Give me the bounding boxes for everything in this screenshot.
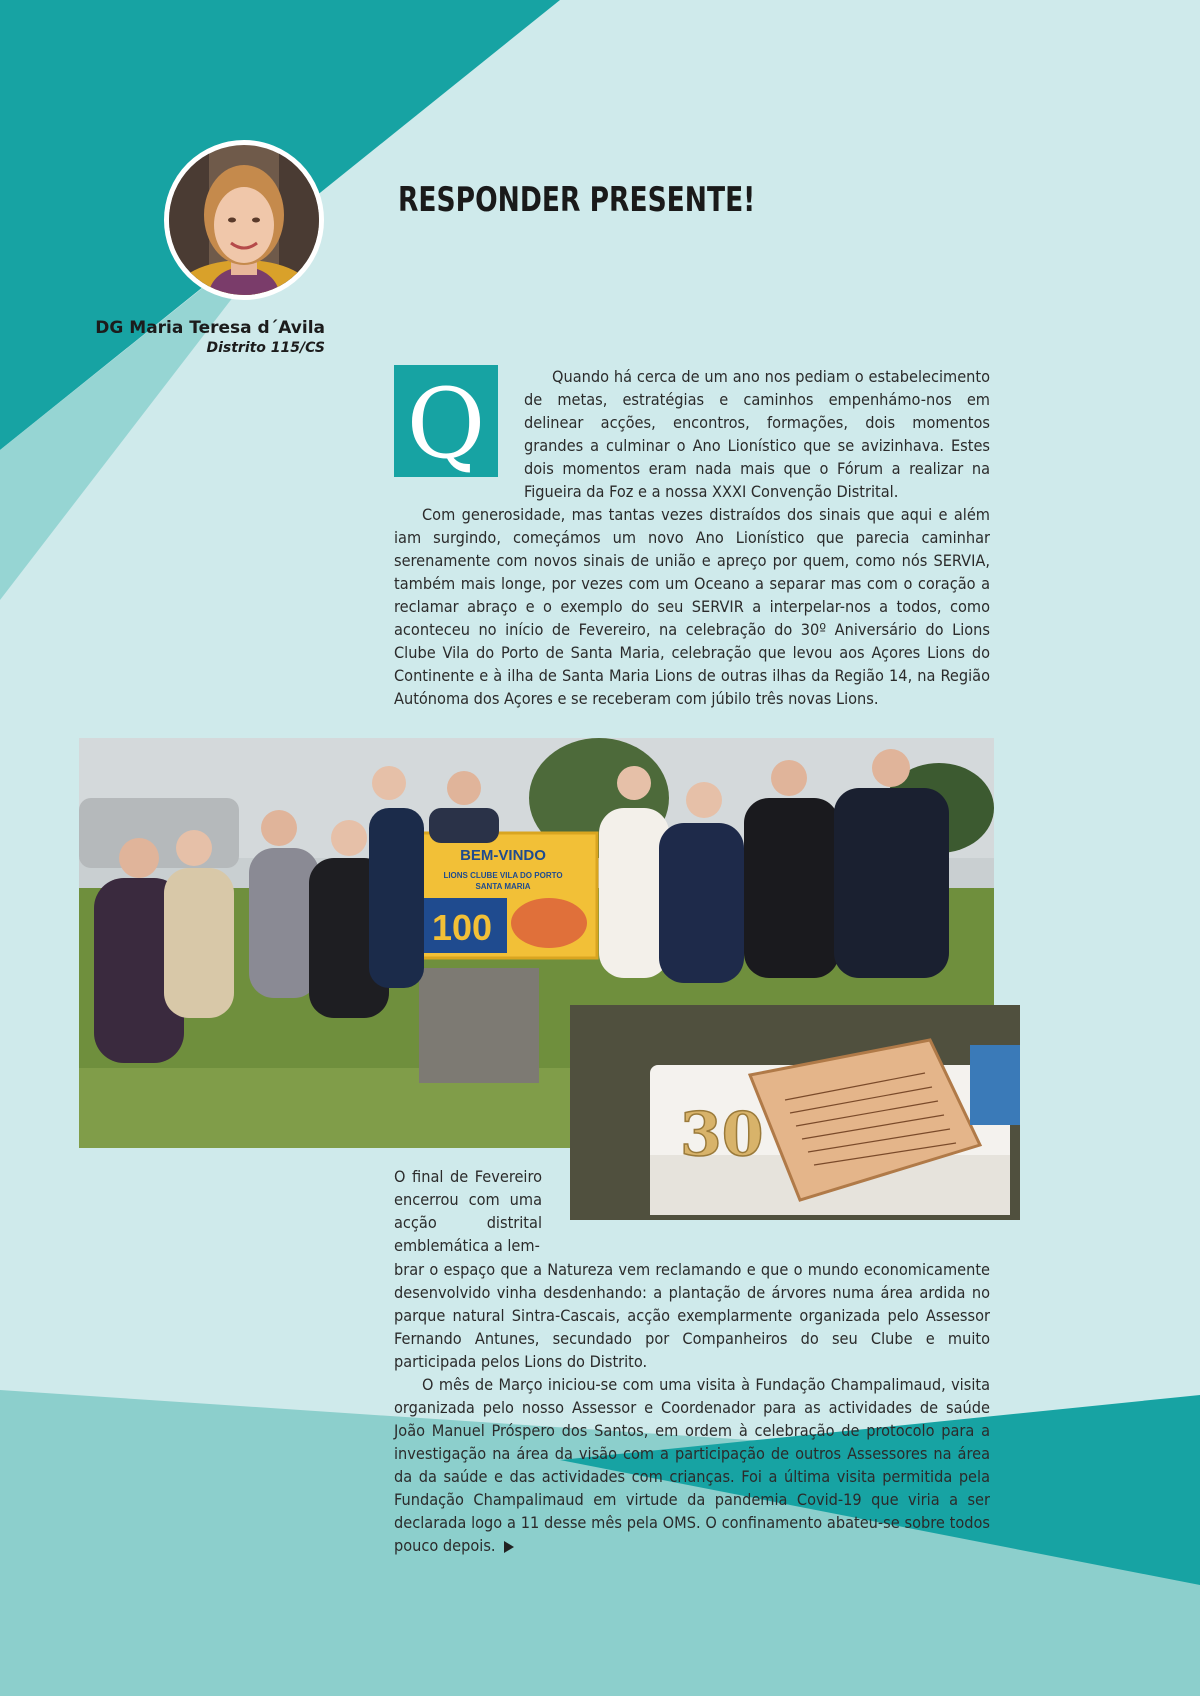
paragraph-4-text: O mês de Março iniciou-se com uma visita à Fundação Champalimaud, visita organizada pelo nosso Assessor e Coordenador para as actividades de saúde João Manuel Próspero dos Santos, em ordem à celebração de protocolo para a investigação na área da visão com a participação de outros Assessores na área da da saúde e das actividades com crianças. Foi a última visita permitida pela Fundação Champalimaud em virtude da pandemia Covid-19 que viria a ser declarada logo a 11 desse mês pela OMS. O confinamento abateu-se sobre todos pouco depois.: [394, 1375, 990, 1555]
end-arrow-icon: [504, 1541, 514, 1553]
paragraph-2: Com generosidade, mas tantas vezes distraídos dos sinais que aqui e além iam surgindo, começámos um novo Ano Lionístico que parecia caminhar serenamente com novos sinais de união e apreço por quem, como nós SERVIA, também mais longe, por vezes com um Oceano a separar mas com o coração a reclamar abraço e o exemplo do seu SERVIR a interpelar-nos a todos, como aconteceu no início de Fevereiro, na celebração do 30º Aniversário do Lions Clube Vila do Porto de Santa Maria, celebração que levou aos Açores Lions do Continente e à ilha de Santa Maria Lions de outras ilhas da Região 14, na Região Autónoma dos Açores e se receberam com júbilo três novas Lions.: [394, 505, 990, 708]
cake-photo: [570, 1005, 1020, 1220]
article-body-part2: [394, 1258, 990, 1557]
author-block: [95, 318, 325, 356]
paragraph-1: Quando há cerca de um ano nos pediam o estabelecimento de metas, estratégias e caminhos empenhámo-nos em delinear acções, encontros, formações, dois momentos grandes a culminar o Ano Lionístico que se avizinhava. Estes dois momentos eram nada mais que o Fórum a realizar na Figueira da Foz e a nossa XXXI Convenção Distrital.: [524, 367, 990, 501]
paragraph-3-rest: brar o espaço que a Natureza vem reclamando e que o mundo economicamente desenvolvido vinha desdenhando: a plantação de árvores numa área ardida no parque natural Sintra-Cascais, acção exemplarmente organizada pelo Assessor Fernando Antunes, secundado por Companheiros do seu Clube e muito participada pelos Lions do Distrito.: [394, 1260, 990, 1371]
author-name: DG Maria Teresa d´Avila: [95, 318, 325, 338]
article-title: RESPONDER PRESENTE!: [398, 180, 756, 220]
author-photo: [164, 140, 324, 300]
sign-line2: LIONS CLUBE VILA DO PORTO: [443, 871, 563, 880]
sign-line1: BEM-VINDO: [460, 847, 546, 864]
article-body-part1: [394, 365, 990, 710]
sign-line3: SANTA MARIA: [475, 882, 531, 891]
cake-number: 30: [680, 1100, 764, 1170]
sign-number: 100: [431, 907, 493, 948]
paragraph-4: [394, 1373, 990, 1557]
dropcap: [394, 365, 498, 480]
dropcap-letter: Q: [406, 368, 486, 480]
author-district: Distrito 115/CS: [206, 340, 325, 356]
paragraph-3-start: O final de Fevereiro encerrou com uma acção distrital emblemática a lem-: [394, 1167, 542, 1255]
